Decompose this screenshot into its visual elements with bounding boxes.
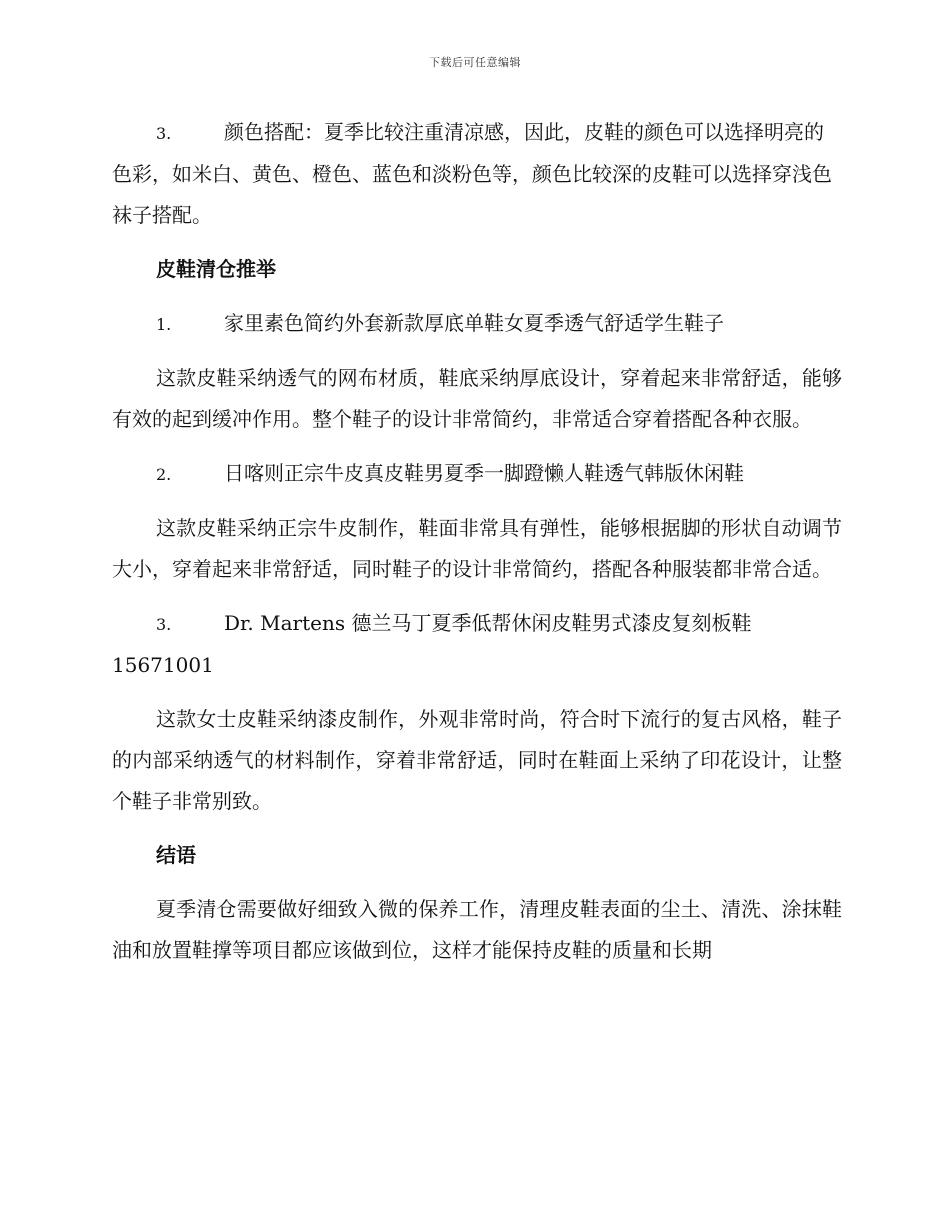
product-title-1 <box>112 303 842 345</box>
product-title-text: 家里素色简约外套新款厚底单鞋女夏季透气舒适学生鞋子 <box>224 311 724 335</box>
section-heading-conclusion: 结语 <box>156 843 196 867</box>
list-item-text: 颜色搭配：夏季比较注重清凉感，因此，皮鞋的颜色可以选择明亮的色彩，如米白、黄色、橙色、蓝色和淡粉色等，颜色比较深的皮鞋可以选择穿浅色袜子搭配。 <box>112 120 832 227</box>
product-title-2 <box>112 453 842 495</box>
list-number: 1. <box>156 315 172 334</box>
page-header-note: 下载后可任意编辑 <box>429 56 521 69</box>
list-number: 3. <box>156 124 172 143</box>
list-number: 2. <box>156 465 172 484</box>
product-description-1: 这款皮鞋采纳透气的网布材质，鞋底采纳厚底设计，穿着起来非常舒适，能够有效的起到缓冲作用。整个鞋子的设计非常简约，非常适合穿着搭配各种衣服。 <box>112 366 842 431</box>
product-title-text: Dr. Martens 德兰马丁夏季低帮休闲皮鞋男式漆皮复刻板鞋 15671001 <box>112 611 752 677</box>
list-number: 3. <box>156 615 172 634</box>
section-heading-recommend: 皮鞋清仓推举 <box>156 257 276 281</box>
product-description-3: 这款女士皮鞋采纳漆皮制作，外观非常时尚，符合时下流行的复古风格，鞋子的内部采纳透气的材料制作，穿着非常舒适，同时在鞋面上采纳了印花设计，让整个鞋子非常别致。 <box>112 707 842 813</box>
conclusion-paragraph: 夏季清仓需要做好细致入微的保养工作，清理皮鞋表面的尘土、清洗、涂抹鞋油和放置鞋撑等项目都应该做到位，这样才能保持皮鞋的质量和长期 <box>112 897 842 962</box>
product-title-text: 日喀则正宗牛皮真皮鞋男夏季一脚蹬懒人鞋透气韩版休闲鞋 <box>224 461 744 485</box>
product-description-2: 这款皮鞋采纳正宗牛皮制作，鞋面非常具有弹性，能够根据脚的形状自动调节大小，穿着起来非常舒适，同时鞋子的设计非常简约，搭配各种服装都非常合适。 <box>112 516 842 581</box>
document-body <box>112 112 842 984</box>
product-title-3 <box>112 603 842 686</box>
list-item-color-tip <box>112 112 842 236</box>
